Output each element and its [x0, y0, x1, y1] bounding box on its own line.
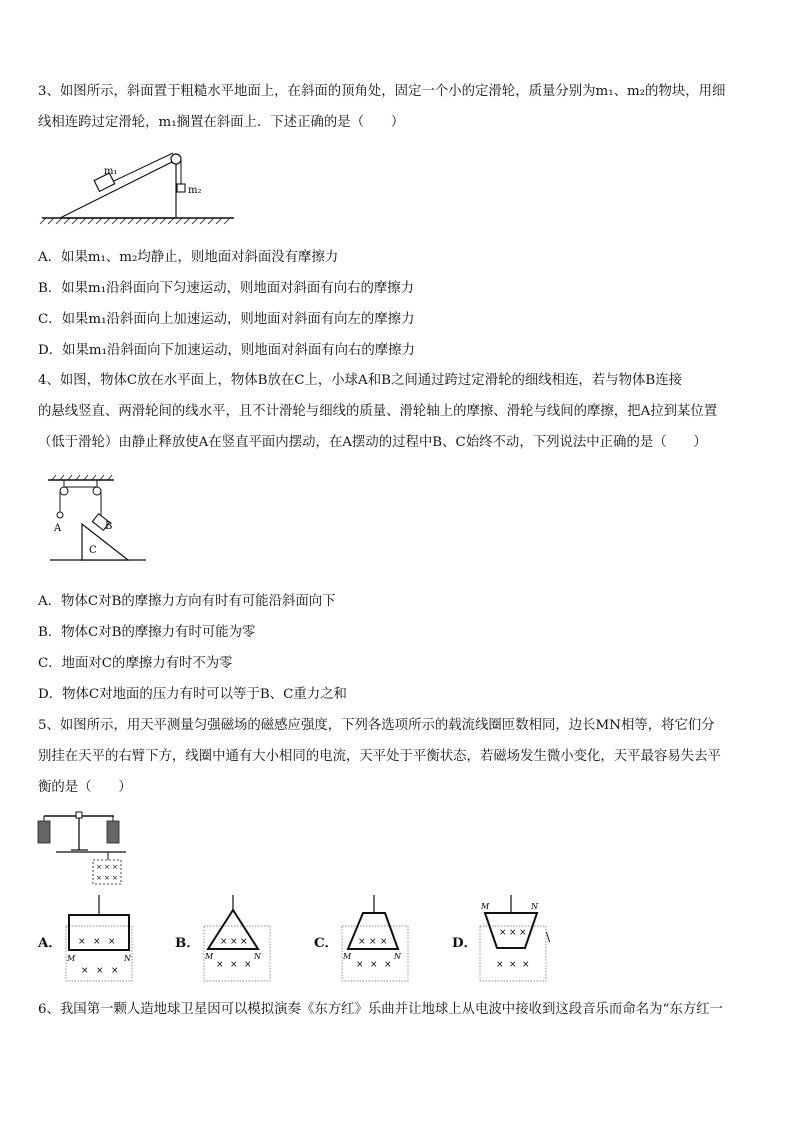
- q5-stem-line-1: 5、如图所示，用天平测量匀强磁场的磁感应强度，下列各选项所示的载流线圈匝数相同，边长MN相等，将它们分: [38, 718, 715, 733]
- q5-d-label-m: M: [481, 902, 490, 911]
- q5-option-d-coil[interactable]: [474, 893, 554, 983]
- q4-label-c: C: [89, 545, 97, 556]
- q5-b-cross-6: ×: [244, 960, 252, 970]
- q5-option-b-coil[interactable]: [198, 893, 278, 983]
- q5-a-cross-3: ×: [108, 937, 116, 947]
- q5-d-backslash: \: [546, 930, 551, 944]
- q4-option-b[interactable]: B．物体C对B的摩擦力有时可能为零: [38, 625, 256, 640]
- q5-d-cross-5: ×: [509, 960, 517, 970]
- q5-b-cross-2: ×: [230, 937, 238, 947]
- q5-d-cross-6: ×: [522, 960, 530, 970]
- q3-option-d[interactable]: D．如果m₁沿斜面向下加速运动，则地面对斜面有向右的摩擦力: [38, 343, 415, 358]
- q4-stem-line-1: 4、如图，物体C放在水平面上，物体B放在C上，小球A和B之间通过跨过定滑轮的细线相连，若与物体B连接: [38, 373, 682, 388]
- q3-label-m1: m₁: [104, 166, 118, 177]
- q4-pulley-figure: [42, 474, 152, 566]
- q5-balance-figure: [36, 808, 136, 888]
- q5-b-cross-4: ×: [216, 960, 224, 970]
- q5-option-c-label[interactable]: C．: [314, 935, 339, 951]
- q5-c-cross-2: ×: [369, 937, 377, 947]
- q4-option-c[interactable]: C．地面对C的摩擦力有时不为零: [38, 656, 233, 671]
- q4-label-a: A: [54, 523, 62, 534]
- q3-option-c[interactable]: C．如果m₁沿斜面向上加速运动，则地面对斜面有向左的摩擦力: [38, 312, 415, 327]
- q3-label-m2: m₂: [188, 185, 202, 196]
- q5-a-cross-6: ×: [111, 966, 119, 976]
- q4-stem-line-2: 的悬线竖直、两滑轮间的线水平，且不计滑轮与细线的质量、滑轮轴上的摩擦、滑轮与线间的摩擦，把A拉到某位置: [38, 404, 718, 419]
- q5-b-cross-3: ×: [240, 937, 248, 947]
- q5-b-label-n: N: [254, 952, 261, 961]
- q5-stem-line-2: 别挂在天平的右臂下方，线圈中通有大小相同的电流，天平处于平衡状态，若磁场发生微小变化，天平最容易失去平: [38, 749, 721, 764]
- q5-b-cross-5: ×: [230, 960, 238, 970]
- q5-d-label-n: N: [531, 902, 538, 911]
- q5-balance-cross-5: ×: [104, 874, 110, 882]
- q5-b-label-m: M: [205, 952, 214, 961]
- q5-a-label-m: M: [67, 954, 76, 963]
- q3-option-a[interactable]: A．如果m₁、m₂均静止，则地面对斜面没有摩擦力: [38, 250, 339, 265]
- q5-c-cross-6: ×: [384, 960, 392, 970]
- q4-option-d[interactable]: D．物体C对地面的压力有时可以等于B、C重力之和: [38, 687, 347, 702]
- q5-c-cross-5: ×: [370, 960, 378, 970]
- q5-balance-cross-3: ×: [112, 863, 118, 871]
- q5-balance-cross-1: ×: [96, 863, 102, 871]
- q5-a-cross-4: ×: [81, 966, 89, 976]
- q5-d-cross-4: ×: [496, 960, 504, 970]
- q5-option-b-label[interactable]: B．: [175, 935, 200, 951]
- q5-option-c-coil[interactable]: [336, 893, 416, 983]
- q4-label-b: B: [105, 521, 113, 532]
- q5-c-label-n: N: [394, 952, 401, 961]
- q5-a-cross-1: ×: [78, 937, 86, 947]
- q6-stem-line-1: 6、我国第一颗人造地球卫星因可以模拟演奏《东方红》乐曲并让地球上从电波中接收到这段音乐而命名为“东方红一: [38, 1002, 723, 1017]
- q5-option-a-coil[interactable]: [60, 893, 140, 983]
- q5-d-cross-3: ×: [519, 928, 527, 938]
- q5-d-cross-2: ×: [509, 928, 517, 938]
- q3-option-b[interactable]: B．如果m₁沿斜面向下匀速运动，则地面对斜面有向右的摩擦力: [38, 281, 415, 296]
- q5-c-cross-4: ×: [356, 960, 364, 970]
- q5-balance-cross-6: ×: [112, 874, 118, 882]
- q3-stem-line-2: 线相连跨过定滑轮，m₁搁置在斜面上．下述正确的是（ ）: [38, 115, 405, 130]
- q3-incline-figure: [38, 148, 238, 228]
- q5-a-cross-5: ×: [96, 966, 104, 976]
- q5-b-cross-1: ×: [220, 937, 228, 947]
- q5-stem-line-3: 衡的是（ ）: [38, 780, 132, 795]
- q5-balance-cross-4: ×: [96, 874, 102, 882]
- q5-d-cross-1: ×: [499, 928, 507, 938]
- q5-option-a-label[interactable]: A．: [38, 935, 62, 951]
- q5-a-cross-2: ×: [93, 937, 101, 947]
- q5-option-d-label[interactable]: D．: [452, 935, 478, 951]
- q4-option-a[interactable]: A．物体C对B的摩擦力方向有时有可能沿斜面向下: [38, 594, 336, 609]
- q5-balance-cross-2: ×: [104, 863, 110, 871]
- q4-stem-line-3: （低于滑轮）由静止释放使A在竖直平面内摆动，在A摆动的过程中B、C始终不动，下列说法中正确的是（ ）: [38, 435, 707, 450]
- q3-stem-line-1: 3、如图所示，斜面置于粗糙水平地面上，在斜面的顶角处，固定一个小的定滑轮，质量分别为m₁、m₂的物块，用细: [38, 84, 726, 99]
- q5-c-label-m: M: [343, 952, 352, 961]
- q5-c-cross-1: ×: [358, 937, 366, 947]
- q5-c-cross-3: ×: [380, 937, 388, 947]
- q5-a-label-n: N: [124, 954, 131, 963]
